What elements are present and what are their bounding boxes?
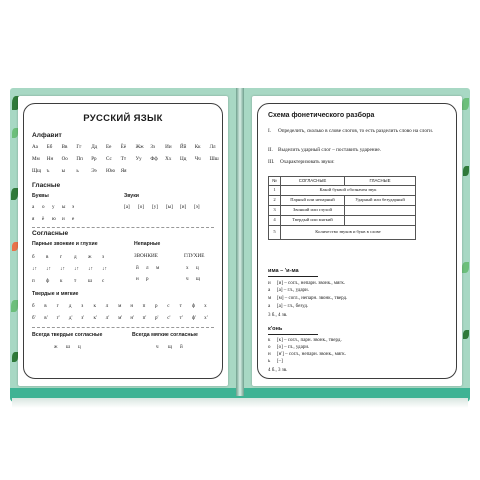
table-header-cell: № bbox=[269, 177, 281, 186]
grid-cell: т bbox=[74, 278, 77, 284]
grid-cell: в bbox=[44, 303, 47, 309]
letters-label: Буквы bbox=[32, 193, 49, 199]
grid-cell: Рр bbox=[91, 156, 97, 162]
example-word: има – 'и-ма bbox=[268, 268, 299, 274]
grid-cell: Пп bbox=[76, 156, 83, 162]
grid-cell: м bbox=[118, 303, 122, 309]
sound-line: [а] – гл., безуд. bbox=[277, 304, 309, 309]
book-shadow bbox=[12, 398, 468, 408]
grid-cell: х bbox=[204, 303, 207, 309]
page-title: РУССКИЙ ЯЗЫК bbox=[83, 113, 163, 124]
grid-cell: й bbox=[180, 344, 183, 350]
grid-cell: ж bbox=[54, 344, 58, 350]
step-number: III. bbox=[268, 159, 275, 165]
step-text: Выделить ударный слог – поставить ударение. bbox=[278, 147, 381, 153]
table-row bbox=[269, 226, 416, 240]
step-text: Определить, сколько в слове слогов, то есть разделить слово на слоги. bbox=[278, 128, 434, 134]
leaf-decor-icon bbox=[462, 262, 469, 273]
table-cell: 4 bbox=[269, 216, 281, 226]
grid-cell: [а] bbox=[124, 204, 130, 210]
step-number: II. bbox=[268, 147, 273, 153]
table-cell: Какой буквой обозначен звук bbox=[281, 186, 416, 196]
grid-cell: ч bbox=[156, 344, 159, 350]
summary: 4 б., 3 зв. bbox=[268, 368, 288, 373]
grid-cell: з' bbox=[81, 315, 85, 321]
grid-cell: р' bbox=[154, 315, 159, 321]
leaf-decor-icon bbox=[463, 330, 469, 339]
unpaired-voiced-row bbox=[136, 265, 166, 271]
grid-cell: ч bbox=[186, 276, 189, 282]
grid-cell: ц bbox=[78, 344, 81, 350]
grid-cell: г bbox=[60, 254, 63, 260]
grid-cell: я bbox=[32, 216, 35, 222]
unpaired-voiced-label: ЗВОНКИЕ bbox=[134, 253, 158, 259]
grid-cell: б bbox=[32, 303, 35, 309]
grid-cell: [и] bbox=[180, 204, 187, 210]
voiced-consonants-row bbox=[32, 254, 116, 260]
table-cell bbox=[345, 216, 416, 226]
phonetic-analysis-card bbox=[257, 103, 457, 379]
grid-cell: б' bbox=[32, 315, 36, 321]
grid-cell: ц bbox=[196, 265, 199, 271]
word-underline bbox=[268, 276, 318, 277]
grid-cell: ё bbox=[42, 216, 45, 222]
grid-cell: л' bbox=[105, 315, 110, 321]
grid-cell: ↓↑ bbox=[74, 266, 80, 272]
sound-line: [–] bbox=[277, 359, 283, 364]
russian-language-card bbox=[23, 103, 223, 379]
grid-cell: р bbox=[154, 303, 158, 309]
example-letter: а bbox=[268, 288, 271, 293]
grid-cell: ↓↑ bbox=[46, 266, 52, 272]
grid-cell: Щщ bbox=[32, 168, 42, 174]
grid-cell: Фф bbox=[150, 156, 158, 162]
grid-cell: ж bbox=[88, 254, 92, 260]
hard-consonants-row bbox=[32, 303, 216, 309]
grid-cell: ю bbox=[52, 216, 56, 222]
grid-cell: з bbox=[102, 254, 105, 260]
grid-cell: ы bbox=[61, 168, 66, 174]
example-letter: н bbox=[268, 352, 271, 357]
grid-cell: Оо bbox=[61, 156, 68, 162]
grid-cell: д bbox=[68, 303, 72, 309]
grid-cell: э bbox=[72, 204, 75, 210]
unpaired-label: Непарные bbox=[134, 241, 161, 247]
left-page bbox=[18, 96, 228, 386]
step-text: Охарактеризовать звуки: bbox=[280, 159, 335, 165]
grid-cell: Тт bbox=[120, 156, 127, 162]
table-header-cell: ГЛАСНЫЕ bbox=[345, 177, 416, 186]
example-letter: м bbox=[268, 296, 272, 301]
grid-cell: д' bbox=[68, 315, 73, 321]
grid-cell: Зз bbox=[150, 144, 155, 150]
grid-cell: у bbox=[52, 204, 55, 210]
grid-cell: ф bbox=[191, 303, 196, 309]
grid-cell: Цц bbox=[179, 156, 187, 162]
grid-cell: к' bbox=[93, 315, 97, 321]
grid-cell: ь bbox=[76, 168, 79, 174]
grid-cell: з bbox=[81, 303, 84, 309]
grid-cell: ф bbox=[46, 278, 50, 284]
table-cell: 1 bbox=[269, 186, 281, 196]
grid-cell: [у] bbox=[152, 204, 158, 210]
table-cell: 5 bbox=[269, 226, 281, 240]
grid-cell: г bbox=[56, 303, 59, 309]
grid-cell: а bbox=[32, 204, 35, 210]
grid-cell: е bbox=[72, 216, 75, 222]
sound-line: [н'] – согл., непарн. звонк., мягк. bbox=[277, 352, 346, 357]
grid-cell: п' bbox=[142, 315, 147, 321]
table-cell: Количество звуков и букв в слове bbox=[281, 226, 416, 240]
grid-cell: Жж bbox=[135, 144, 144, 150]
grid-cell: б bbox=[32, 254, 35, 260]
sound-line: [а] – гл., удари. bbox=[277, 288, 309, 293]
grid-cell: о bbox=[42, 204, 45, 210]
unpaired-voiced-row bbox=[136, 276, 156, 282]
grid-cell: Гг bbox=[76, 144, 82, 150]
always-soft-label: Всегда мягкие согласные bbox=[132, 332, 198, 338]
grid-cell: [э] bbox=[194, 204, 200, 210]
table-cell: Звонкий или глухой bbox=[281, 206, 345, 216]
unpaired-voiceless-label: ГЛУХИЕ bbox=[184, 253, 205, 259]
example-letter: и bbox=[268, 281, 271, 286]
grid-cell: п bbox=[142, 303, 146, 309]
grid-cell: к bbox=[60, 278, 63, 284]
grid-cell: Сс bbox=[105, 156, 112, 162]
soft-consonants-row bbox=[32, 315, 216, 321]
alphabet-row bbox=[32, 168, 136, 174]
grid-cell: Ее bbox=[105, 144, 112, 150]
paired-label: Парные звонкие и глухие bbox=[32, 241, 98, 247]
grid-cell: м' bbox=[118, 315, 123, 321]
grid-cell: ↓↑ bbox=[102, 266, 108, 272]
grid-cell: [ы] bbox=[166, 204, 173, 210]
divider bbox=[32, 327, 214, 328]
table-header-cell: СОГЛАСНЫЕ bbox=[281, 177, 345, 186]
leaf-decor-icon bbox=[462, 98, 469, 110]
grid-cell: ш bbox=[66, 344, 70, 350]
vowel-sounds-row bbox=[124, 204, 208, 210]
grid-cell: Дд bbox=[91, 144, 98, 150]
hard-soft-label: Твердые и мягкие bbox=[32, 291, 79, 297]
vowel-letters-row bbox=[32, 216, 82, 222]
pair-arrows-row bbox=[32, 266, 116, 272]
scheme-title: Схема фонетического разбора bbox=[268, 112, 375, 119]
grid-cell: в' bbox=[44, 315, 48, 321]
word-underline bbox=[268, 334, 318, 335]
grid-cell: с bbox=[167, 303, 170, 309]
grid-cell: ъ bbox=[46, 168, 50, 174]
grid-cell: Аа bbox=[32, 144, 38, 150]
grid-cell: Чч bbox=[194, 156, 201, 162]
grid-cell: Бб bbox=[46, 144, 53, 150]
sound-line: [и] – согл., непарн. звонк., мягк. bbox=[277, 281, 346, 286]
grid-cell: м bbox=[156, 265, 160, 271]
phonetic-table bbox=[268, 176, 416, 240]
grid-cell: Кк bbox=[194, 144, 201, 150]
grid-cell: х' bbox=[204, 315, 208, 321]
vowels-heading: Гласные bbox=[32, 182, 61, 189]
table-row bbox=[269, 186, 416, 196]
grid-cell: л bbox=[105, 303, 109, 309]
example-letter: к bbox=[268, 338, 271, 343]
grid-cell: н bbox=[136, 276, 139, 282]
vowel-letters-row bbox=[32, 204, 82, 210]
leaf-decor-icon bbox=[11, 188, 18, 200]
alphabet-row bbox=[32, 144, 223, 150]
table-row bbox=[269, 196, 416, 206]
sound-line: [о] – гл., удари. bbox=[277, 345, 310, 350]
grid-cell: с' bbox=[167, 315, 171, 321]
table-cell bbox=[345, 206, 416, 216]
grid-cell: Лл bbox=[209, 144, 216, 150]
grid-cell: Нн bbox=[46, 156, 54, 162]
grid-cell: Уу bbox=[135, 156, 142, 162]
example-letter: о bbox=[268, 345, 271, 350]
sound-line: [к] – согл., парн. звонк., тверд. bbox=[277, 338, 342, 343]
table-cell: 2 bbox=[269, 196, 281, 206]
right-page bbox=[252, 96, 462, 386]
grid-cell: щ bbox=[168, 344, 172, 350]
grid-cell: т bbox=[179, 303, 182, 309]
grid-cell: Мм bbox=[32, 156, 40, 162]
grid-cell: Йй bbox=[179, 144, 187, 150]
table-cell: Ударный или безударный bbox=[345, 196, 416, 206]
grid-cell: ы bbox=[62, 204, 66, 210]
grid-cell: х bbox=[186, 265, 189, 271]
grid-cell: н' bbox=[130, 315, 135, 321]
grid-cell: ↓↑ bbox=[88, 266, 94, 272]
grid-cell: Яя bbox=[120, 168, 127, 174]
grid-cell: н bbox=[130, 303, 134, 309]
summary: 3 б., 4 зв. bbox=[268, 313, 288, 318]
table-row bbox=[269, 206, 416, 216]
example-word: к'онь bbox=[268, 326, 283, 332]
table-header bbox=[269, 177, 416, 186]
grid-cell: щ bbox=[196, 276, 200, 282]
table-row bbox=[269, 216, 416, 226]
alphabet-row bbox=[32, 156, 223, 162]
grid-cell: п bbox=[32, 278, 35, 284]
leaf-decor-icon bbox=[11, 300, 18, 312]
example-letter: а bbox=[268, 304, 271, 309]
grid-cell: р bbox=[146, 276, 149, 282]
grid-cell: с bbox=[102, 278, 105, 284]
grid-cell: Вв bbox=[61, 144, 68, 150]
grid-cell: ↓↑ bbox=[60, 266, 66, 272]
book-spine bbox=[236, 88, 244, 396]
always-hard-label: Всегда твердые согласные bbox=[32, 332, 103, 338]
step-number: I. bbox=[268, 128, 272, 134]
leaf-decor-icon bbox=[463, 166, 469, 176]
grid-cell: ↓↑ bbox=[32, 266, 38, 272]
voiceless-consonants-row bbox=[32, 278, 116, 284]
grid-cell: ш bbox=[88, 278, 92, 284]
grid-cell: г' bbox=[56, 315, 60, 321]
divider bbox=[32, 227, 214, 228]
consonants-heading: Согласные bbox=[32, 230, 69, 237]
sounds-label: Звуки bbox=[124, 193, 139, 199]
table-cell: Твердый или мягкий bbox=[281, 216, 345, 226]
unpaired-voiceless-row bbox=[186, 276, 206, 282]
grid-cell: Ээ bbox=[91, 168, 97, 174]
grid-cell: д bbox=[74, 254, 77, 260]
grid-cell: ф' bbox=[191, 315, 197, 321]
grid-cell: в bbox=[46, 254, 49, 260]
grid-cell: Юю bbox=[105, 168, 116, 174]
grid-cell: т' bbox=[179, 315, 183, 321]
unpaired-voiceless-row bbox=[186, 265, 206, 271]
grid-cell: л bbox=[146, 265, 149, 271]
table-cell: 3 bbox=[269, 206, 281, 216]
always-soft-row bbox=[156, 344, 192, 350]
grid-cell: Хх bbox=[165, 156, 172, 162]
grid-cell: Ии bbox=[165, 144, 172, 150]
grid-cell: Шш bbox=[209, 156, 219, 162]
table-cell: Парный или непарный bbox=[281, 196, 345, 206]
alphabet-heading: Алфавит bbox=[32, 132, 62, 139]
grid-cell: к bbox=[93, 303, 96, 309]
example-letter: ь bbox=[268, 359, 271, 364]
grid-cell: [о] bbox=[138, 204, 144, 210]
grid-cell: й bbox=[136, 265, 139, 271]
grid-cell: Ёё bbox=[120, 144, 127, 150]
always-hard-row bbox=[54, 344, 90, 350]
sound-line: [м] – согл., непарн. звонк., тверд. bbox=[277, 296, 348, 301]
grid-cell: и bbox=[62, 216, 65, 222]
